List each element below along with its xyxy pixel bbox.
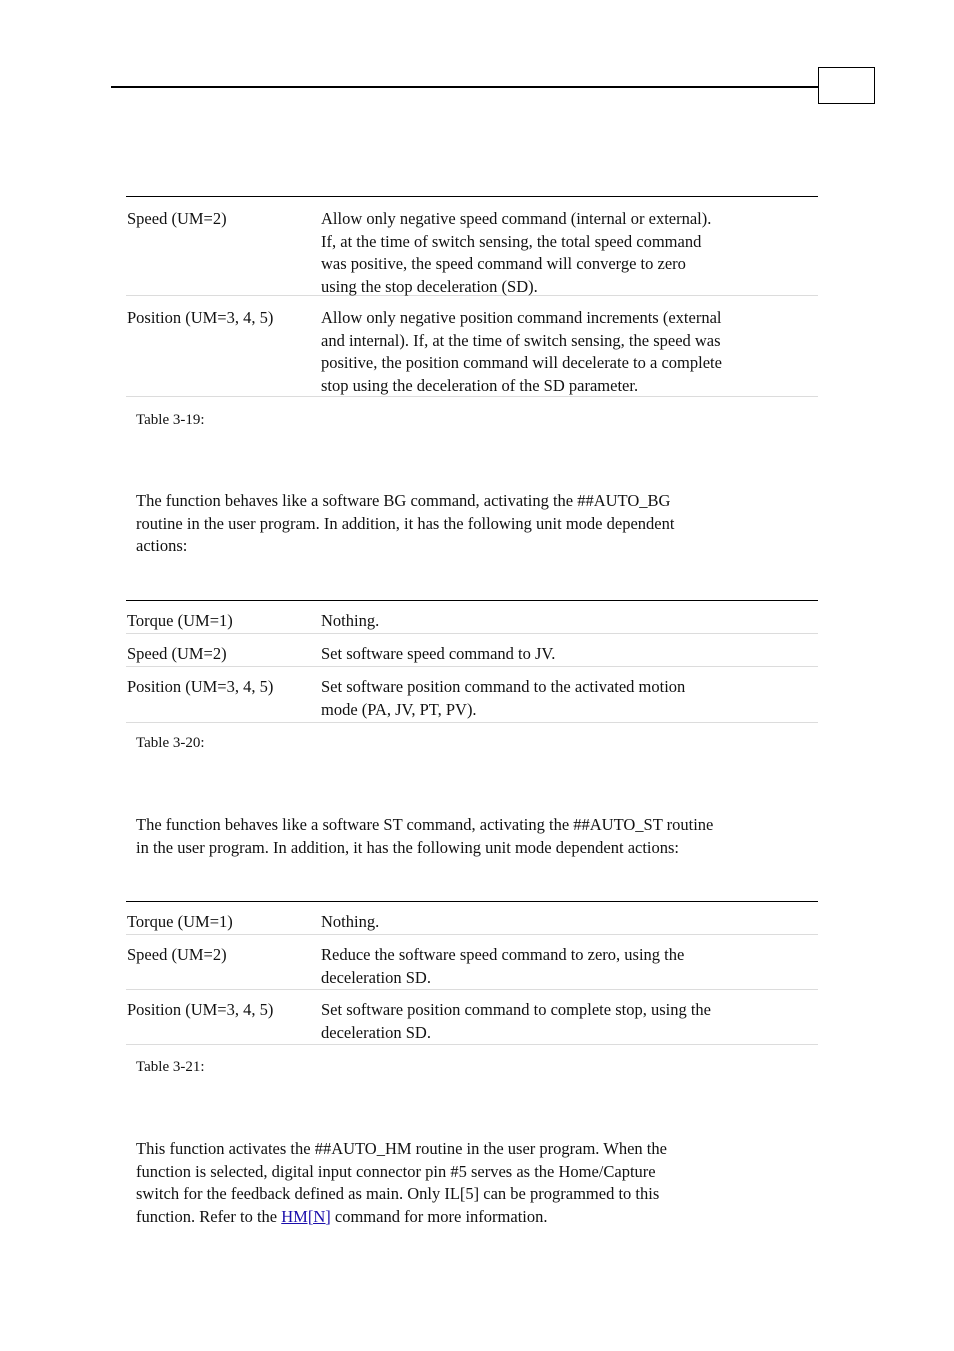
description-cell	[321, 944, 818, 989]
description-cell	[321, 676, 818, 722]
paragraph-line: The function behaves like a software BG command, activating the ##AUTO_BG	[136, 491, 671, 510]
table-row	[126, 197, 818, 296]
text-span: function. Refer to the	[136, 1206, 282, 1226]
hm-command-link[interactable]: HM[N]	[281, 1206, 331, 1226]
description-line: Reduce the software speed command to zero, using the	[321, 945, 685, 964]
mode-cell: Speed (UM=2)	[127, 209, 227, 228]
description-line: Set software speed command to JV.	[321, 644, 556, 663]
description-line: Allow only negative speed command (internal or external).	[321, 209, 712, 228]
mode-cell: Position (UM=3, 4, 5)	[127, 308, 274, 327]
header-rule	[111, 86, 819, 88]
mode-cell: Speed (UM=2)	[127, 945, 227, 964]
description-line: positive, the position command will decelerate to a complete	[321, 353, 722, 372]
description-line: and internal). If, at the time of switch sensing, the speed was	[321, 330, 721, 350]
description-line: Allow only negative position command increments (external	[321, 308, 722, 327]
paragraph-line: routine in the user program. In addition, it has the following unit mode dependent	[136, 513, 675, 533]
description-line: deceleration SD.	[321, 1022, 431, 1042]
description-line: stop using the deceleration of the SD parameter.	[321, 375, 639, 395]
description-cell	[321, 610, 818, 633]
table-row	[126, 634, 818, 667]
description-cell	[321, 999, 818, 1044]
description-cell	[321, 643, 818, 666]
description-line: Nothing.	[321, 912, 380, 931]
paragraph-line: The function behaves like a software ST command, activating the ##AUTO_ST routine	[136, 815, 714, 834]
description-line: using the stop deceleration (SD).	[321, 276, 538, 296]
paragraph-line: function is selected, digital input connector pin #5 serves as the Home/Capture	[136, 1161, 656, 1181]
table-caption: Table 3-19:	[136, 412, 205, 428]
mode-cell: Torque (UM=1)	[127, 611, 233, 630]
table-row	[126, 296, 818, 397]
paragraph-line: This function activates the ##AUTO_HM routine in the user program. When the	[136, 1139, 667, 1158]
table-caption: Table 3-20:	[136, 735, 205, 751]
description-line: Nothing.	[321, 611, 380, 630]
paragraph-st	[136, 814, 806, 859]
table-3-21	[126, 901, 818, 1045]
paragraph-line: switch for the feedback defined as main. Only IL[5] can be programmed to this	[136, 1184, 660, 1203]
description-cell	[321, 307, 818, 396]
paragraph-hm	[136, 1138, 806, 1228]
mode-cell: Position (UM=3, 4, 5)	[127, 1000, 274, 1019]
description-line: deceleration SD.	[321, 967, 431, 987]
table-caption: Table 3-21:	[136, 1059, 205, 1075]
description-cell	[321, 208, 818, 295]
table-3-19	[126, 196, 818, 397]
table-row	[126, 990, 818, 1045]
description-cell	[321, 911, 818, 934]
description-line: was positive, the speed command will converge to zero	[321, 254, 686, 273]
paragraph-line	[136, 1206, 806, 1229]
mode-cell: Position (UM=3, 4, 5)	[127, 677, 274, 696]
table-row	[126, 601, 818, 634]
description-line: If, at the time of switch sensing, the total speed command	[321, 231, 702, 251]
paragraph-line: actions:	[136, 536, 188, 555]
mode-cell: Torque (UM=1)	[127, 912, 233, 931]
paragraph-bg	[136, 490, 806, 558]
paragraph-line: in the user program. In addition, it has the following unit mode dependent actions:	[136, 837, 680, 857]
description-line: Set software position command to complete stop, using the	[321, 1000, 711, 1019]
description-line: Set software position command to the activated motion	[321, 677, 686, 696]
table-row	[126, 902, 818, 935]
text-span: command for more information.	[330, 1206, 548, 1226]
table-3-20	[126, 600, 818, 723]
mode-cell: Speed (UM=2)	[127, 644, 227, 663]
table-row	[126, 935, 818, 990]
page-number-box	[818, 67, 875, 104]
description-line: mode (PA, JV, PT, PV).	[321, 699, 477, 719]
table-row	[126, 667, 818, 723]
